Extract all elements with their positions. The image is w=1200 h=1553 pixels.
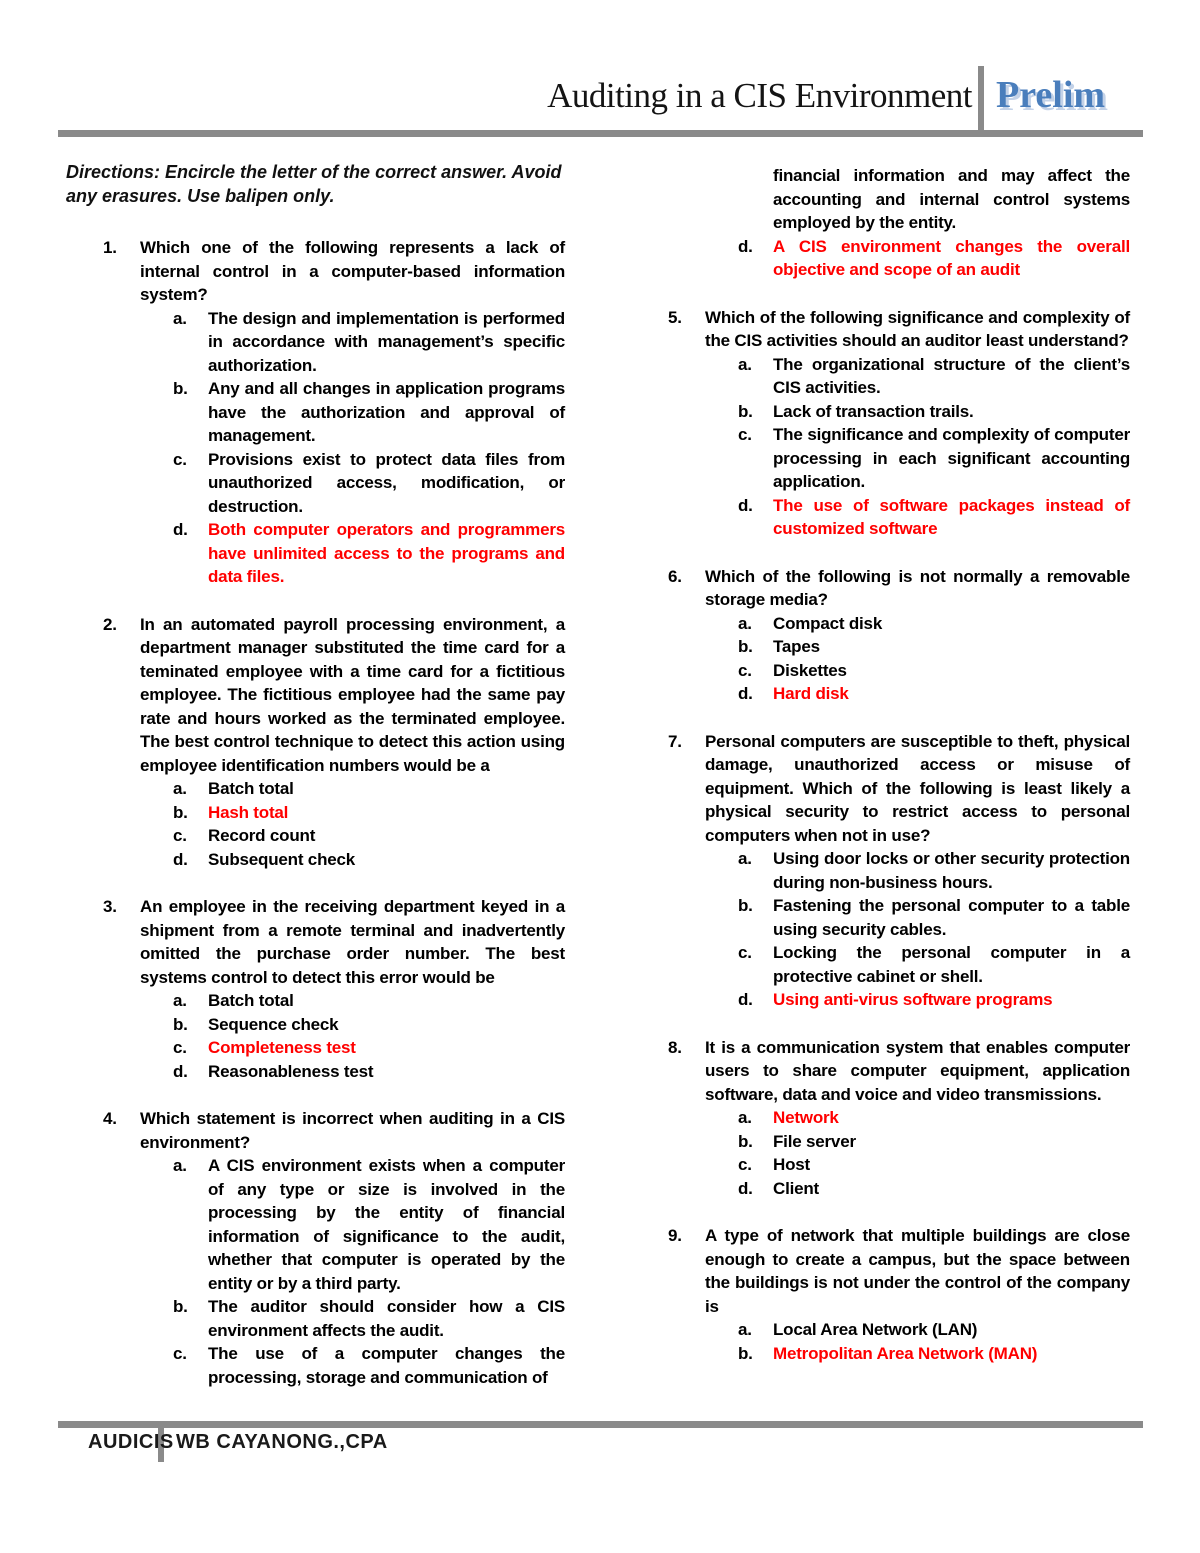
option-text: Diskettes [773, 660, 847, 680]
options-list [173, 1154, 565, 1389]
option-letter: b. [173, 1014, 188, 1034]
question-number: 7. [668, 731, 682, 751]
option-row [738, 1177, 1130, 1201]
question-number: 3. [103, 897, 117, 916]
question-stem: Which of the following is not normally a removable storage media? [705, 566, 1130, 609]
question [668, 730, 1130, 1012]
option-text: Using door locks or other security protection during non-business hours. [773, 849, 1130, 892]
question [103, 613, 565, 872]
option-letter: d. [738, 236, 753, 256]
option-text: A CIS environment exists when a computer of any type or size is involved in the processing by the entity of financial information of significance to the audit, whether that computer is operated by the entity or by a third party. [208, 1156, 565, 1293]
question-stem: Which one of the following represents a lack of internal control in a computer-based information system? [140, 238, 565, 304]
options-list [173, 989, 565, 1083]
option-text: Sequence check [208, 1014, 339, 1034]
carryover-text: financial information and may affect the accounting and internal control systems employed by the entity. [773, 166, 1130, 232]
option-text: The design and implementation is performed in accordance with management’s specific authorization. [208, 308, 565, 375]
left-column [103, 236, 565, 1413]
option-text: The auditor should consider how a CIS environment affects the audit. [208, 1297, 565, 1340]
option-text: Host [773, 1155, 810, 1174]
options-list [173, 307, 565, 589]
option-letter: b. [738, 896, 753, 915]
option-letter: b. [738, 401, 753, 421]
question [668, 306, 1130, 541]
option-letter: c. [173, 449, 187, 469]
option-letter: a. [173, 1156, 187, 1175]
option-row [738, 1318, 1130, 1342]
option-row [738, 235, 1130, 282]
option-row [173, 377, 565, 448]
option-letter: d. [738, 495, 753, 515]
question-number: 6. [668, 566, 682, 586]
option-row [738, 635, 1130, 659]
option-text: Network [773, 1108, 839, 1127]
option-letter: d. [173, 849, 188, 869]
option-text: Metropolitan Area Network (MAN) [773, 1343, 1038, 1363]
option-text: Fastening the personal computer to a table using security cables. [773, 896, 1130, 939]
option-row [173, 307, 565, 378]
carryover-block [668, 164, 1130, 282]
option-text: Batch total [208, 991, 294, 1010]
option-row [738, 1106, 1130, 1130]
option-row [738, 847, 1130, 894]
header-divider-bar [978, 66, 984, 137]
option-letter: b. [173, 802, 188, 822]
question-stem: Which statement is incorrect when auditing in a CIS environment? [140, 1109, 565, 1152]
option-row [738, 988, 1130, 1012]
option-letter: a. [738, 1320, 752, 1339]
option-letter: d. [173, 1061, 188, 1081]
option-row [173, 989, 565, 1013]
option-letter: c. [173, 1038, 187, 1057]
option-letter: b. [738, 1343, 753, 1363]
option-text: Compact disk [773, 613, 883, 633]
option-row [738, 1130, 1130, 1154]
option-text: Both computer operators and programmers have unlimited access to the programs and data files. [208, 520, 565, 586]
option-letter: d. [738, 1178, 753, 1198]
question-number: 5. [668, 307, 682, 327]
question-row [103, 613, 565, 778]
option-letter: a. [173, 779, 187, 798]
option-row [173, 448, 565, 519]
option-row [738, 894, 1130, 941]
question-row [103, 895, 565, 989]
option-row [173, 1036, 565, 1060]
question-number: 4. [103, 1109, 117, 1128]
option-letter: b. [738, 637, 753, 656]
option-row [738, 659, 1130, 683]
question-number: 1. [103, 238, 117, 257]
option-letter: c. [173, 826, 187, 845]
option-text: Lack of transaction trails. [773, 401, 974, 421]
option-text: Tapes [773, 637, 820, 656]
question-stem: In an automated payroll processing environment, a department manager substituted the time card for a teminated employee with a time card for a fictitious employee. The fictitious employee had the same pay rate and hours worked as the terminated employee. The best control technique to detect this action using employee identification numbers would be a [140, 614, 565, 775]
option-letter: b. [173, 379, 188, 398]
option-row [173, 848, 565, 872]
footer-course-code: AUDICIS [88, 1431, 174, 1453]
question-stem: An employee in the receiving department keyed in a shipment from a remote terminal and inadvertently omitted the purchase order number. The best systems control to detect this error would be [140, 897, 565, 987]
options-list [738, 847, 1130, 1012]
option-letter: a. [738, 354, 752, 374]
option-row [738, 400, 1130, 424]
option-letter: c. [738, 943, 752, 962]
option-text: Locking the personal computer in a protective cabinet or shell. [773, 943, 1130, 986]
question-stem: Personal computers are susceptible to theft, physical damage, unauthorized access or misuse of equipment. Which of the following is least likely a physical security to restrict access to personal computers when not in use? [705, 731, 1130, 845]
right-column [668, 164, 1130, 1389]
option-row [738, 494, 1130, 541]
prelim-badge: Prelim [996, 74, 1106, 116]
option-row [173, 777, 565, 801]
option-text: Local Area Network (LAN) [773, 1320, 978, 1339]
options-list [738, 353, 1130, 541]
option-row [173, 1060, 565, 1084]
option-letter: b. [738, 1131, 753, 1151]
option-row [738, 1342, 1130, 1366]
question-number: 9. [668, 1226, 682, 1245]
option-row [738, 682, 1130, 706]
option-row [173, 518, 565, 589]
question-row [103, 1107, 565, 1154]
options-list [173, 777, 565, 871]
option-row [738, 423, 1130, 494]
options-list [738, 235, 1130, 282]
option-text: Hard disk [773, 684, 849, 703]
option-letter: d. [738, 684, 753, 703]
question-row [668, 565, 1130, 612]
option-letter: b. [173, 1297, 188, 1316]
option-text: Subsequent check [208, 849, 356, 869]
options-list [738, 1106, 1130, 1200]
question [668, 1224, 1130, 1365]
footer-author: WB CAYANONG.,CPA [176, 1431, 388, 1453]
option-row [173, 824, 565, 848]
option-row [173, 1013, 565, 1037]
option-letter: d. [738, 990, 753, 1009]
option-text: The significance and complexity of computer processing in each significant accounting application. [773, 425, 1130, 491]
option-text: File server [773, 1131, 856, 1151]
option-row [173, 1154, 565, 1295]
option-letter: a. [173, 308, 187, 328]
option-row [738, 1153, 1130, 1177]
option-row [173, 1342, 565, 1389]
option-letter: a. [738, 849, 752, 868]
option-text: Batch total [208, 779, 294, 798]
page-title: Auditing in a CIS Environment [547, 76, 972, 115]
option-letter: a. [738, 1108, 752, 1127]
option-text: Any and all changes in application programs have the authorization and approval of management. [208, 379, 565, 445]
question-number: 8. [668, 1037, 682, 1057]
option-text: The organizational structure of the client’s CIS activities. [773, 354, 1130, 397]
option-text: Using anti-virus software programs [773, 990, 1053, 1009]
option-text: Record count [208, 826, 316, 845]
directions-text: Directions: Encircle the letter of the correct answer. Avoid any erasures. Use balipen only. [66, 162, 562, 206]
options-list [738, 1318, 1130, 1365]
option-row [738, 941, 1130, 988]
option-letter: a. [173, 991, 187, 1010]
options-list [738, 612, 1130, 706]
question [103, 895, 565, 1083]
footer-rule [58, 1421, 1143, 1428]
option-text: Reasonableness test [208, 1061, 374, 1081]
question [668, 565, 1130, 706]
question-row [668, 1036, 1130, 1107]
option-text: The use of a computer changes the processing, storage and communication of [208, 1344, 565, 1387]
question-stem: It is a communication system that enables computer users to share computer equipment, application software, data and voice and video transmissions. [705, 1037, 1130, 1104]
question-number: 2. [103, 614, 117, 634]
question-stem: A type of network that multiple buildings are close enough to create a campus, but the space between the buildings is not under the control of the company is [705, 1226, 1130, 1316]
header-rule [58, 130, 1143, 137]
option-letter: a. [738, 613, 752, 633]
question [103, 236, 565, 589]
question [668, 1036, 1130, 1201]
option-letter: d. [173, 520, 188, 539]
option-row [173, 801, 565, 825]
question-stem: Which of the following significance and complexity of the CIS activities should an auditor least understand? [705, 307, 1130, 350]
option-letter: c. [173, 1344, 187, 1363]
question-row [103, 236, 565, 307]
option-row [738, 353, 1130, 400]
option-text: Client [773, 1178, 820, 1198]
option-row [173, 1295, 565, 1342]
question-row [668, 730, 1130, 848]
question-row [668, 1224, 1130, 1318]
option-text: Hash total [208, 802, 289, 822]
option-text: Provisions exist to protect data files from unauthorized access, modification, or destruction. [208, 449, 565, 516]
option-text: Completeness test [208, 1038, 356, 1057]
question-row [668, 306, 1130, 353]
option-letter: c. [738, 1155, 752, 1174]
option-text: The use of software packages instead of customized software [773, 495, 1130, 538]
option-letter: c. [738, 425, 752, 444]
option-row [738, 612, 1130, 636]
option-text: A CIS environment changes the overall objective and scope of an audit [773, 236, 1130, 279]
option-letter: c. [738, 660, 752, 680]
question [103, 1107, 565, 1389]
